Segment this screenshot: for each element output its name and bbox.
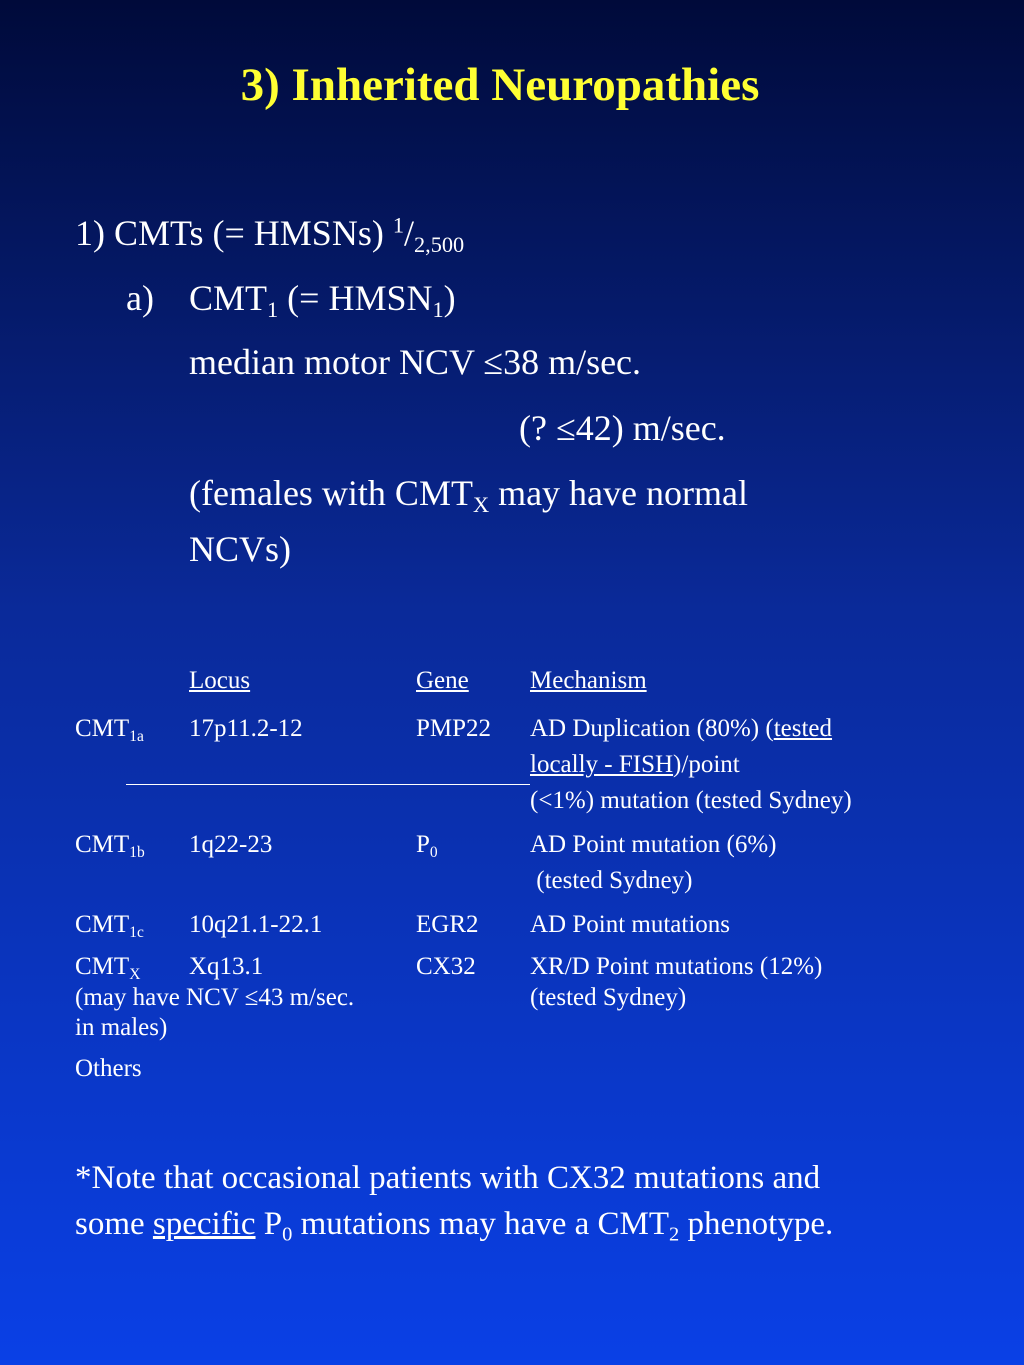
footnote-text: some — [75, 1206, 153, 1242]
row-others: Others — [75, 1055, 142, 1082]
cmt-subscript: 1b — [129, 843, 145, 861]
row-cmt1b-mechanism-1: AD Point mutation (6%) — [530, 831, 777, 858]
cmt1-label: a) — [126, 278, 154, 318]
row-cmt1b-gene — [416, 831, 438, 859]
row-cmt1c-mechanism-1: AD Point mutations — [530, 911, 731, 938]
row-cmt1a-gene: PMP22 — [416, 715, 492, 742]
females-note-text-end: may have normal — [489, 473, 748, 513]
cmt1-text: CMT — [189, 278, 268, 318]
row-cmt1c-name — [75, 911, 144, 939]
footnote-subscript: 2 — [669, 1223, 680, 1246]
cmt-text: CMT — [75, 715, 130, 742]
mechanism-text: AD Duplication (80%) ( — [530, 715, 774, 742]
prevalence-denominator: 2,500 — [413, 232, 465, 258]
footnote-underlined: specific — [152, 1206, 256, 1242]
header-locus: Locus — [189, 667, 251, 694]
row-cmt1c-gene: EGR2 — [416, 911, 479, 938]
row-cmt1a-locus: 17p11.2-12 — [189, 715, 303, 742]
gene-subscript: 0 — [429, 843, 438, 861]
prevalence-slash: / — [403, 213, 414, 253]
cmtx-subscript: X — [472, 492, 490, 518]
row-cmt1a-mechanism-1 — [530, 715, 832, 743]
ncv-alt-threshold-line: (? ≤42) m/sec. — [519, 408, 726, 448]
header-mechanism: Mechanism — [530, 667, 647, 694]
cmt-prevalence-line — [75, 212, 465, 258]
row-cmt1c-locus: 10q21.1-22.1 — [189, 911, 323, 938]
females-note-text: (females with CMT — [189, 473, 473, 513]
cmt-subscript: 1c — [129, 923, 144, 941]
cmt-heading: 1) CMTs (= HMSNs) — [75, 213, 393, 253]
slide-title: 3) Inherited Neuropathies — [240, 59, 760, 111]
mechanism-underlined: tested — [773, 715, 833, 742]
prevalence-numerator: 1 — [392, 212, 404, 238]
cmt-text: CMT — [75, 831, 130, 858]
row-cmt1a-mechanism-2 — [530, 751, 740, 779]
footnote-line-2 — [75, 1206, 834, 1246]
cmt-subscript: X — [129, 965, 141, 983]
close-paren: ) — [443, 278, 456, 318]
cmt1-heading — [189, 277, 456, 323]
row-cmtx-name — [75, 953, 140, 981]
cmt-text: CMT — [75, 953, 130, 980]
row-cmtx-locus: Xq13.1 — [189, 953, 264, 980]
hmsn-text: (= HMSN — [278, 278, 433, 318]
row-cmtx-note-2: in males) — [75, 1014, 168, 1041]
row-cmt1a-name — [75, 715, 144, 743]
cmt-text: CMT — [75, 911, 130, 938]
row-cmt1b-name — [75, 831, 145, 859]
row-cmt1a-mechanism-3: (<1%) mutation (tested Sydney) — [530, 787, 852, 814]
mechanism-underlined: locally - FISH — [530, 751, 674, 778]
cmt1-subscript: 1 — [267, 297, 279, 323]
ncv-threshold-line: median motor NCV ≤38 m/sec. — [189, 342, 642, 382]
row-cmt1b-locus: 1q22-23 — [189, 831, 273, 858]
row-cmtx-mechanism-2: (tested Sydney) — [530, 984, 687, 1011]
row-cmtx-mechanism-1: XR/D Point mutations (12%) — [530, 953, 823, 980]
mechanism-text: )/point — [673, 751, 740, 778]
footnote-text: mutations may have a CMT — [292, 1206, 670, 1242]
header-gene: Gene — [416, 667, 469, 694]
footnote-text: P — [255, 1206, 283, 1242]
footnote-subscript: 0 — [282, 1223, 293, 1246]
gene-text: P — [416, 831, 430, 858]
ncvs-line: NCVs) — [189, 529, 292, 569]
row-divider — [126, 784, 530, 785]
row-cmt1b-mechanism-2: (tested Sydney) — [530, 867, 693, 894]
row-cmtx-gene: CX32 — [416, 953, 476, 980]
row-cmtx-note-1: (may have NCV ≤43 m/sec. — [75, 984, 355, 1011]
footnote-line-1: *Note that occasional patients with CX32 mutations and — [75, 1160, 821, 1196]
cmt-subscript: 1a — [129, 727, 144, 745]
hmsn-subscript: 1 — [432, 297, 444, 323]
females-note-line — [189, 472, 748, 518]
footnote-text: phenotype. — [679, 1206, 834, 1242]
